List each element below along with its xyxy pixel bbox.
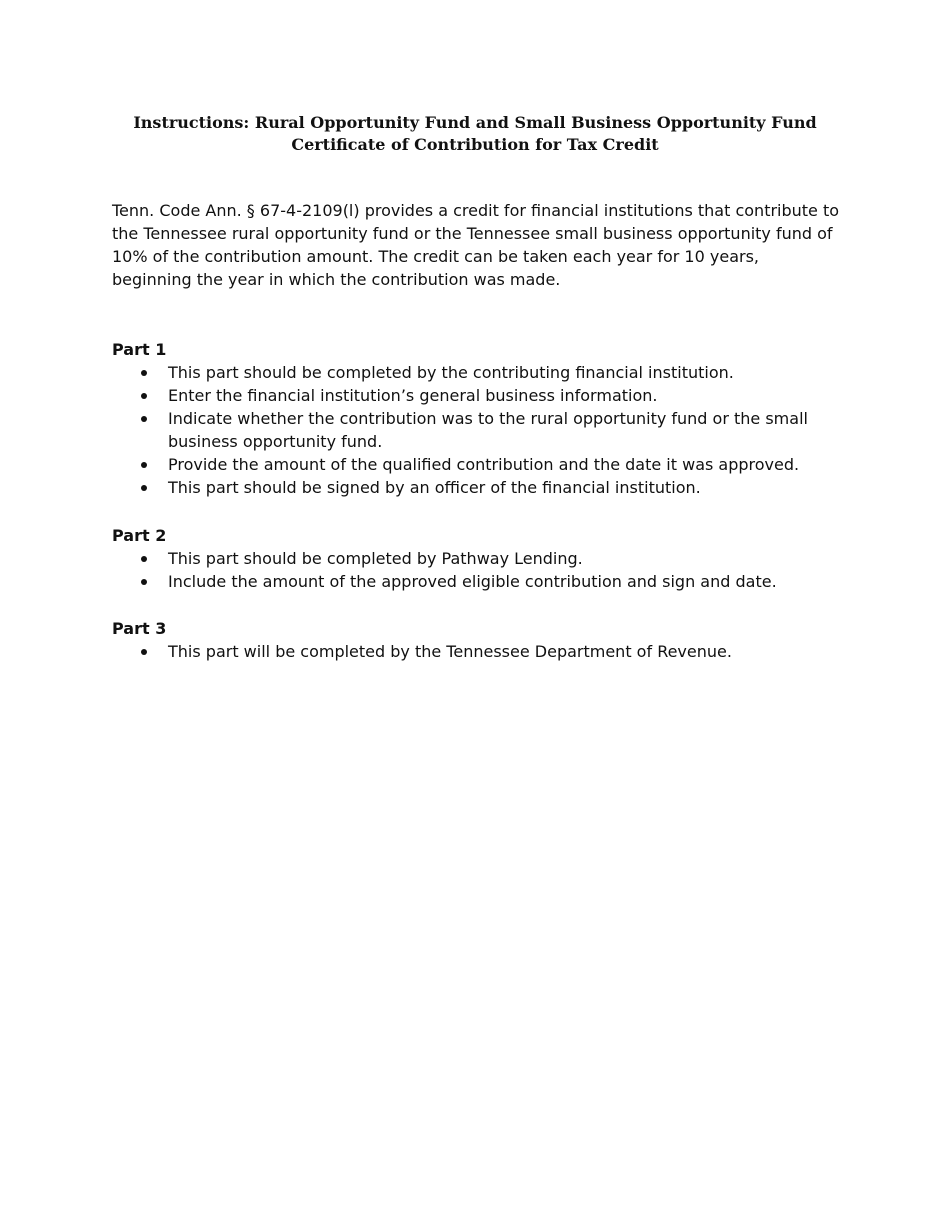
- bullet-icon: [141, 649, 147, 655]
- intro-paragraph: Tenn. Code Ann. § 67-4-2109(l) provides a credit for financial institutions that contribute to the Tennessee rural opportunity fund or the Tennessee small business opportunity fund of 10% of the contribution amount. The credit can be taken each year for 10 years, beginning the year in which the contribution was made.: [112, 201, 840, 289]
- part-3-list: [112, 640, 840, 663]
- part-1-heading: Part 1: [112, 340, 167, 359]
- list-item: [112, 476, 840, 499]
- bullet-icon: [141, 462, 147, 468]
- list-item: [112, 547, 840, 570]
- part-1-list: [112, 361, 840, 499]
- part-1-section: [112, 338, 840, 499]
- list-item-text: Include the amount of the approved eligible contribution and sign and date.: [168, 572, 777, 591]
- list-item-text: Indicate whether the contribution was to the rural opportunity fund or the small business opportunity fund.: [168, 409, 808, 451]
- list-item: [112, 453, 840, 476]
- list-item-text: Enter the financial institution’s general business information.: [168, 386, 658, 405]
- list-item: [112, 384, 840, 407]
- title-line-2: Certificate of Contribution for Tax Credit: [291, 135, 659, 154]
- part-3-section: [112, 617, 840, 663]
- list-item: [112, 407, 840, 453]
- bullet-icon: [141, 416, 147, 422]
- list-item: [112, 570, 840, 593]
- bullet-icon: [141, 393, 147, 399]
- list-item-text: This part should be completed by the contributing financial institution.: [168, 363, 734, 382]
- part-2-list: [112, 547, 840, 593]
- list-item-text: Provide the amount of the qualified contribution and the date it was approved.: [168, 455, 800, 474]
- list-item-text: This part should be signed by an officer of the financial institution.: [168, 478, 701, 497]
- list-item-text: This part should be completed by Pathway Lending.: [168, 549, 583, 568]
- bullet-icon: [141, 579, 147, 585]
- part-2-heading: Part 2: [112, 526, 167, 545]
- bullet-icon: [141, 370, 147, 376]
- list-item-text: This part will be completed by the Tennessee Department of Revenue.: [168, 642, 732, 661]
- title-line-1: Instructions: Rural Opportunity Fund and Small Business Opportunity Fund: [133, 113, 817, 132]
- bullet-icon: [141, 485, 147, 491]
- part-2-section: [112, 524, 840, 593]
- document-title: [112, 112, 838, 156]
- list-item: [112, 640, 840, 663]
- list-item: [112, 361, 840, 384]
- bullet-icon: [141, 556, 147, 562]
- part-3-heading: Part 3: [112, 619, 167, 638]
